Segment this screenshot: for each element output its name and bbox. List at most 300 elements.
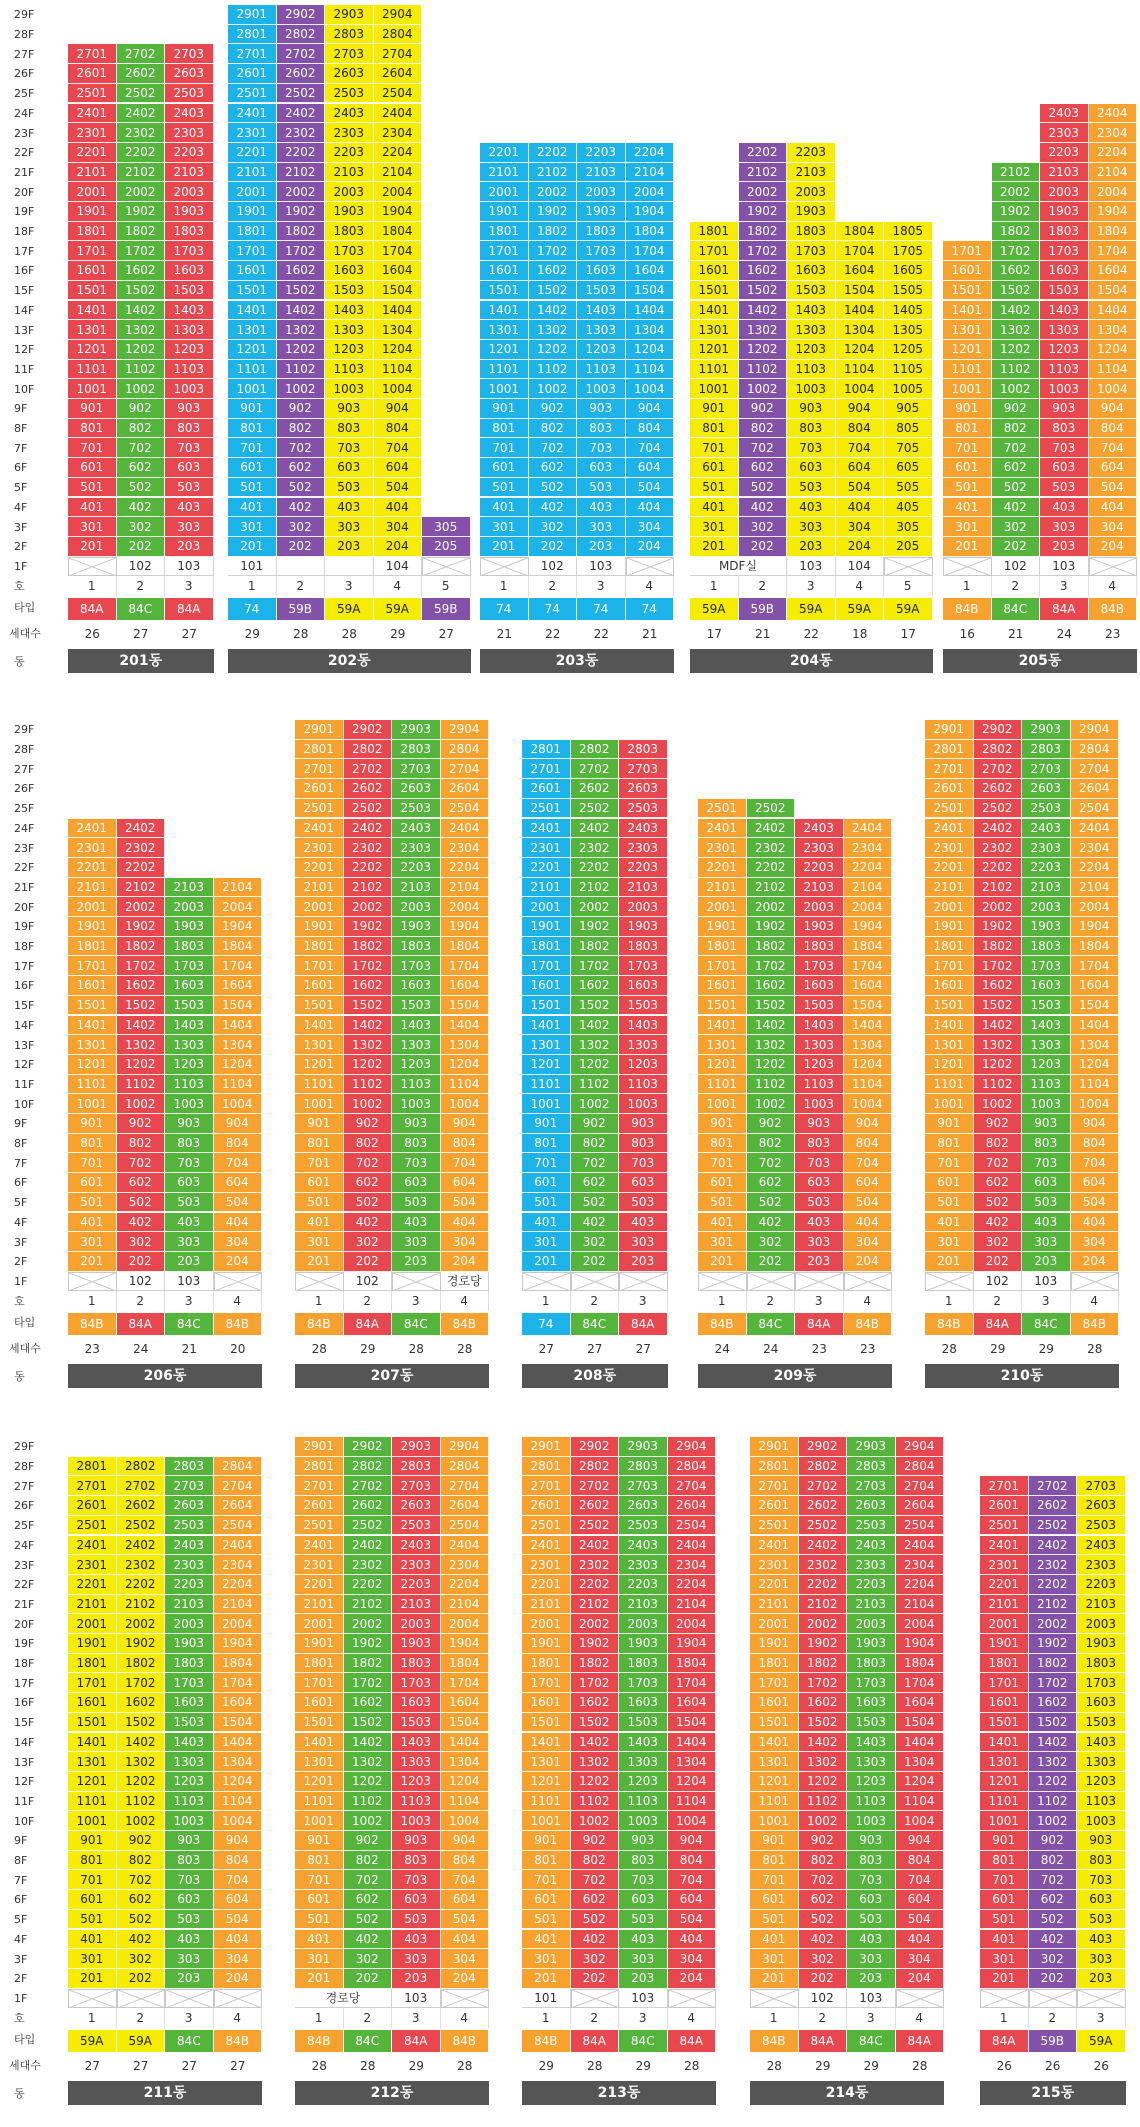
floor-label: 28F <box>14 743 35 757</box>
unit-cell: 1504 <box>441 996 490 1016</box>
unit-cell: 1601 <box>522 976 571 996</box>
unit-cell: 1802 <box>992 222 1041 242</box>
unit-cell: 2502 <box>117 1516 166 1536</box>
unit-cell: 2203 <box>1077 1575 1126 1595</box>
unit-cell: 1004 <box>214 1811 263 1831</box>
unit-cell: 102 <box>117 1272 166 1292</box>
unit-cell: 2103 <box>619 1595 668 1615</box>
unit-cell: 1302 <box>1029 1752 1078 1772</box>
unit-cell: 2701 <box>925 759 974 779</box>
unit-cell: 1502 <box>974 996 1023 1016</box>
unit-cell: 2801 <box>228 25 277 45</box>
unit-cell: 903 <box>619 1114 668 1134</box>
unit-cell: 801 <box>522 1851 571 1871</box>
unit-cell: 1303 <box>619 1752 668 1772</box>
floor-label: 2F <box>14 540 28 554</box>
unit-cell: 2404 <box>214 1536 263 1556</box>
unit-cell: 1703 <box>619 1673 668 1693</box>
unit-cell: 1701 <box>295 956 344 976</box>
unit-cell: 1002 <box>117 1811 166 1831</box>
unit-cell: 2201 <box>68 143 117 163</box>
unit-cell: 2503 <box>1077 1516 1126 1536</box>
building-name: 207동 <box>295 1364 489 1388</box>
unit-cell: 802 <box>344 1134 393 1154</box>
unit-cell: 2004 <box>374 182 423 202</box>
unit-cell: 2804 <box>1071 740 1120 760</box>
unit-cell: 402 <box>571 1213 620 1233</box>
unit-cell: 1003 <box>392 1094 441 1114</box>
unit-cell: 2204 <box>214 1575 263 1595</box>
household-count: 28 <box>341 626 357 641</box>
unit-cell: 901 <box>295 1114 344 1134</box>
floor-label: 19F <box>14 1637 35 1651</box>
unit-cell: 1201 <box>295 1055 344 1075</box>
unit-cell: 1704 <box>844 956 893 976</box>
type-badge: 59A <box>117 2030 166 2052</box>
unit-cell: 304 <box>1071 1232 1120 1252</box>
unit-cell: 2301 <box>522 1555 571 1575</box>
building-name: 209동 <box>698 1364 892 1388</box>
unit-cell: 1401 <box>690 301 739 321</box>
unit-cell: 1102 <box>1029 1792 1078 1812</box>
unit-cell: 601 <box>690 458 739 478</box>
unit-cell: 303 <box>165 517 214 537</box>
unit-cell: 2103 <box>847 1595 896 1615</box>
unit-cell: 2203 <box>165 143 214 163</box>
unit-cell: 503 <box>392 1193 441 1213</box>
type-badge: 84C <box>344 2030 393 2052</box>
unit-cell: 501 <box>690 478 739 498</box>
ho-number: 3 <box>165 2008 214 2028</box>
unit-cell: 1701 <box>690 241 739 261</box>
unit-cell: 1801 <box>68 937 117 957</box>
floor-label: 13F <box>14 1755 35 1769</box>
unit-cell: 2403 <box>392 819 441 839</box>
unit-cell: 903 <box>619 1831 668 1851</box>
unit-cell: 902 <box>344 1114 393 1134</box>
unit-cell: 2001 <box>925 897 974 917</box>
unit-cell: 2903 <box>325 5 374 25</box>
unit-cell: 2102 <box>571 1595 620 1615</box>
unit-cell: 803 <box>1022 1134 1071 1154</box>
unit-cell: 2303 <box>619 838 668 858</box>
type-badge: 84C <box>847 2030 896 2052</box>
unit-cell: 1001 <box>68 379 117 399</box>
unit-cell: 1101 <box>480 360 529 380</box>
unit-cell: 2203 <box>165 1575 214 1595</box>
ho-number: 4 <box>844 1291 893 1311</box>
unit-cell: 2101 <box>980 1595 1029 1615</box>
unit-cell: 1404 <box>1089 301 1138 321</box>
unit-cell: 1001 <box>925 1094 974 1114</box>
unit-cell: 1302 <box>992 320 1041 340</box>
floor-label: 11F <box>14 1794 35 1808</box>
unit-cell: 704 <box>374 438 423 458</box>
floor-label: 23F <box>14 841 35 855</box>
unit-cell: 2001 <box>522 1614 571 1634</box>
unit-cell: 1602 <box>571 976 620 996</box>
unit-cell: 204 <box>836 537 885 557</box>
unit-cell: 1004 <box>626 379 675 399</box>
unit-cell: 1904 <box>668 1634 717 1654</box>
unit-cell: 204 <box>214 1252 263 1272</box>
type-badge: 84C <box>1022 1313 1071 1335</box>
unit-cell: 2502 <box>571 1516 620 1536</box>
unit-cell: 2302 <box>571 838 620 858</box>
unit-cell: 1302 <box>344 1035 393 1055</box>
unit-cell: 2201 <box>522 1575 571 1595</box>
unit-cell: 504 <box>844 1193 893 1213</box>
unit-cell: 2601 <box>522 1496 571 1516</box>
unit-cell: 1302 <box>799 1752 848 1772</box>
floor-label: 17F <box>14 959 35 973</box>
unit-cell: 1304 <box>668 1752 717 1772</box>
unit-cell: 2002 <box>117 1614 166 1634</box>
unit-cell: 703 <box>165 1870 214 1890</box>
unit-cell: 903 <box>1040 399 1089 419</box>
unit-cell: 1702 <box>571 1673 620 1693</box>
unit-cell: 2504 <box>374 84 423 104</box>
unit-cell: 1803 <box>619 1654 668 1674</box>
unit-cell: 403 <box>1077 1930 1126 1950</box>
unit-cell: 303 <box>325 517 374 537</box>
unit-cell: 2002 <box>992 182 1041 202</box>
unit-cell: 302 <box>739 517 788 537</box>
unit-cell: 2202 <box>799 1575 848 1595</box>
household-count: 28 <box>311 1341 327 1356</box>
unit-cell: 1205 <box>884 340 933 360</box>
unit-cell: 2401 <box>295 819 344 839</box>
unit-cell: 1802 <box>571 937 620 957</box>
unit-cell: 1704 <box>1089 241 1138 261</box>
unit-cell: 2202 <box>277 143 326 163</box>
unit-cell: 401 <box>690 498 739 518</box>
unit-cell: 2003 <box>392 1614 441 1634</box>
unit-cell: 904 <box>374 399 423 419</box>
unit-cell: 2102 <box>117 163 166 183</box>
unit-cell: 1403 <box>392 1016 441 1036</box>
unit-cell: 304 <box>1089 517 1138 537</box>
unit-cell: 1602 <box>529 261 578 281</box>
floor-label: 8F <box>14 422 28 436</box>
type-badge: 84C <box>747 1313 796 1335</box>
household-count: 23 <box>1105 626 1121 641</box>
unit-cell: 1001 <box>228 379 277 399</box>
unit-cell: 2502 <box>1029 1516 1078 1536</box>
unit-cell: 1104 <box>374 360 423 380</box>
unit-cell: 1605 <box>884 261 933 281</box>
ho-number: 1 <box>68 2008 117 2028</box>
unit-cell: 2404 <box>896 1536 945 1556</box>
unit-cell: 2001 <box>750 1614 799 1634</box>
unit-cell: 2402 <box>974 819 1023 839</box>
unit-cell: 402 <box>277 498 326 518</box>
unit-cell: 2104 <box>374 163 423 183</box>
unit-cell: 1603 <box>787 261 836 281</box>
household-count: 29 <box>990 1341 1006 1356</box>
unit-cell: 1003 <box>392 1811 441 1831</box>
ho-number: 2 <box>992 576 1041 596</box>
type-badge: 84C <box>619 2030 668 2052</box>
unit-cell: 2204 <box>441 1575 490 1595</box>
unit-cell: 1402 <box>117 301 166 321</box>
unit-cell: 303 <box>165 1232 214 1252</box>
unit-cell: 2801 <box>295 740 344 760</box>
unit-cell: 1104 <box>844 1075 893 1095</box>
unit-cell: 1802 <box>117 222 166 242</box>
unit-cell: 903 <box>1022 1114 1071 1134</box>
ho-number: 1 <box>228 576 277 596</box>
type-badge: 59B <box>1029 2030 1078 2052</box>
unit-cell: 1904 <box>441 917 490 937</box>
type-badge: 84A <box>799 2030 848 2052</box>
floor-label: 19F <box>14 920 35 934</box>
unit-cell: 802 <box>739 419 788 439</box>
unit-cell: 2901 <box>295 720 344 740</box>
unit-cell: 2301 <box>750 1555 799 1575</box>
unit-cell: 603 <box>1022 1173 1071 1193</box>
unit-cell: 701 <box>698 1153 747 1173</box>
unit-cell: 1204 <box>214 1055 263 1075</box>
unit-cell: 1101 <box>295 1075 344 1095</box>
unit-cell: 1604 <box>626 261 675 281</box>
unit-cell: 804 <box>214 1134 263 1154</box>
unit-cell: 804 <box>441 1851 490 1871</box>
unit-cell: 802 <box>529 419 578 439</box>
unit-cell: 401 <box>925 1213 974 1233</box>
unit-cell: 2703 <box>325 44 374 64</box>
building-name: 201동 <box>68 649 214 673</box>
unit-cell: 2104 <box>214 1595 263 1615</box>
unit-cell: 1003 <box>577 379 626 399</box>
unit-cell: 2402 <box>117 819 166 839</box>
empty-unit <box>1077 1989 1126 2009</box>
unit-cell: 1201 <box>980 1772 1029 1792</box>
type-badge: 84C <box>165 2030 214 2052</box>
unit-cell: 1101 <box>68 1075 117 1095</box>
unit-cell: 802 <box>117 1851 166 1871</box>
floor-label: 4F <box>14 500 28 514</box>
unit-cell: 402 <box>1029 1930 1078 1950</box>
unit-cell: 303 <box>847 1949 896 1969</box>
ho-number: 4 <box>896 2008 945 2028</box>
unit-cell: 2003 <box>795 897 844 917</box>
senior-center: 경로당 <box>295 1989 392 2009</box>
unit-cell: 301 <box>690 517 739 537</box>
unit-cell: 1103 <box>795 1075 844 1095</box>
unit-cell: 1903 <box>577 202 626 222</box>
empty-unit <box>668 1989 717 2009</box>
floor-label: 27F <box>14 762 35 776</box>
unit-cell: 2202 <box>529 143 578 163</box>
unit-cell: 803 <box>165 1851 214 1871</box>
unit-cell: 2402 <box>344 819 393 839</box>
unit-cell: 2502 <box>747 799 796 819</box>
unit-cell: 1503 <box>165 281 214 301</box>
unit-cell: 1503 <box>619 1713 668 1733</box>
unit-cell: 1001 <box>750 1811 799 1831</box>
unit-cell: 1302 <box>344 1752 393 1772</box>
unit-cell: 403 <box>619 1930 668 1950</box>
unit-cell: 304 <box>214 1232 263 1252</box>
unit-cell: 2301 <box>522 838 571 858</box>
unit-cell: 1603 <box>165 261 214 281</box>
unit-cell: 1301 <box>698 1035 747 1055</box>
unit-cell: 801 <box>228 419 277 439</box>
type-badge: 84A <box>68 598 117 620</box>
unit-cell: 903 <box>847 1831 896 1851</box>
unit-cell: 2404 <box>844 819 893 839</box>
unit-cell: 804 <box>1071 1134 1120 1154</box>
type-badge: 84B <box>1071 1313 1120 1335</box>
unit-cell: 2501 <box>295 799 344 819</box>
unit-cell: 2401 <box>522 1536 571 1556</box>
unit-cell: 1003 <box>165 1094 214 1114</box>
unit-cell: 1302 <box>974 1035 1023 1055</box>
unit-cell: 1504 <box>214 1713 263 1733</box>
unit-cell: 202 <box>799 1969 848 1989</box>
floor-label: 19F <box>14 205 35 219</box>
unit-cell: 203 <box>577 537 626 557</box>
unit-cell: 1401 <box>925 1016 974 1036</box>
unit-cell: 2003 <box>1077 1614 1126 1634</box>
unit-cell: 404 <box>626 498 675 518</box>
unit-cell: 2103 <box>1040 163 1089 183</box>
unit-cell: 1602 <box>117 1693 166 1713</box>
ho-number: 4 <box>668 2008 717 2028</box>
unit-cell: 903 <box>577 399 626 419</box>
unit-cell: 1901 <box>980 1634 1029 1654</box>
empty-unit <box>896 1989 945 2009</box>
unit-cell: 902 <box>992 399 1041 419</box>
unit-cell: 1103 <box>577 360 626 380</box>
unit-cell: 2303 <box>165 123 214 143</box>
unit-cell: 1803 <box>795 937 844 957</box>
unit-cell: 704 <box>214 1870 263 1890</box>
unit-cell: 301 <box>925 1232 974 1252</box>
unit-cell: 2702 <box>344 1476 393 1496</box>
unit-cell: 1501 <box>68 996 117 1016</box>
empty-unit <box>925 1272 974 1292</box>
unit-cell: 1604 <box>1071 976 1120 996</box>
unit-cell: 1902 <box>277 202 326 222</box>
floor-label: 8F <box>14 1854 28 1868</box>
unit-cell: 1102 <box>739 360 788 380</box>
unit-cell: 2103 <box>325 163 374 183</box>
unit-cell: 2102 <box>992 163 1041 183</box>
unit-cell: 2104 <box>626 163 675 183</box>
unit-cell: 1703 <box>165 241 214 261</box>
unit-cell: 1302 <box>117 1035 166 1055</box>
unit-cell: 704 <box>441 1870 490 1890</box>
unit-cell: 1603 <box>619 1693 668 1713</box>
unit-cell: 2802 <box>571 740 620 760</box>
unit-cell: 2501 <box>295 1516 344 1536</box>
unit-cell: 302 <box>529 517 578 537</box>
unit-cell: 1903 <box>1077 1634 1126 1654</box>
unit-cell: 1202 <box>529 340 578 360</box>
unit-cell: 2004 <box>896 1614 945 1634</box>
unit-cell: 1602 <box>974 976 1023 996</box>
unit-cell: 804 <box>214 1851 263 1871</box>
unit-cell: 2303 <box>1040 123 1089 143</box>
unit-cell: 1103 <box>619 1075 668 1095</box>
unit-cell: 701 <box>68 438 117 458</box>
unit-cell: 2603 <box>1077 1496 1126 1516</box>
empty-unit <box>68 1989 117 2009</box>
unit-cell: 1603 <box>795 976 844 996</box>
unit-cell: 1601 <box>228 261 277 281</box>
unit-cell: 1401 <box>698 1016 747 1036</box>
unit-cell: 2501 <box>228 84 277 104</box>
unit-cell: 2904 <box>441 720 490 740</box>
unit-cell: 201 <box>522 1252 571 1272</box>
floor-label: 17F <box>14 244 35 258</box>
unit-cell: 1004 <box>896 1811 945 1831</box>
unit-cell: 2704 <box>441 759 490 779</box>
unit-cell: 1702 <box>277 241 326 261</box>
unit-cell: 402 <box>799 1930 848 1950</box>
unit-cell: 501 <box>68 1910 117 1930</box>
floor-label: 21F <box>14 880 35 894</box>
unit-cell: 1203 <box>619 1055 668 1075</box>
unit-cell: 2204 <box>844 858 893 878</box>
unit-cell: 703 <box>165 1153 214 1173</box>
unit-cell: 702 <box>799 1870 848 1890</box>
unit-cell: 1102 <box>747 1075 796 1095</box>
unit-cell: 2101 <box>522 878 571 898</box>
unit-cell: 604 <box>214 1890 263 1910</box>
unit-cell: 2102 <box>277 163 326 183</box>
unit-cell: 1804 <box>626 222 675 242</box>
unit-cell: 1701 <box>480 241 529 261</box>
unit-cell: 1903 <box>1040 202 1089 222</box>
unit-cell: 1101 <box>228 360 277 380</box>
unit-cell: 503 <box>795 1193 844 1213</box>
unit-cell: 604 <box>214 1173 263 1193</box>
unit-cell: 203 <box>165 1969 214 1989</box>
unit-cell: 704 <box>1071 1153 1120 1173</box>
unit-cell: 1801 <box>295 1654 344 1674</box>
unit-cell: 2402 <box>799 1536 848 1556</box>
unit-cell: 504 <box>1089 478 1138 498</box>
unit-cell: 1204 <box>1071 1055 1120 1075</box>
unit-cell: 2303 <box>795 838 844 858</box>
unit-cell: 401 <box>750 1930 799 1950</box>
unit-cell: 1204 <box>626 340 675 360</box>
unit-cell: 1402 <box>799 1733 848 1753</box>
unit-cell: 2304 <box>1089 123 1138 143</box>
unit-cell: 1202 <box>799 1772 848 1792</box>
floor-label: 10F <box>14 1097 35 1111</box>
unit-cell: 1603 <box>392 1693 441 1713</box>
floor-label: 9F <box>14 1117 28 1131</box>
unit-cell: 104 <box>374 557 423 577</box>
unit-cell: 1801 <box>228 222 277 242</box>
unit-cell: 2202 <box>117 858 166 878</box>
unit-cell: 1103 <box>1077 1792 1126 1812</box>
type-badge: 84A <box>392 2030 441 2052</box>
unit-cell: 1201 <box>698 1055 747 1075</box>
unit-cell: 2002 <box>974 897 1023 917</box>
unit-cell: 503 <box>165 1193 214 1213</box>
unit-cell: 2102 <box>974 878 1023 898</box>
unit-cell: 404 <box>836 498 885 518</box>
unit-cell: 103 <box>1040 557 1089 577</box>
floor-label: 21F <box>14 165 35 179</box>
unit-cell: 1401 <box>295 1016 344 1036</box>
unit-cell: 801 <box>480 419 529 439</box>
